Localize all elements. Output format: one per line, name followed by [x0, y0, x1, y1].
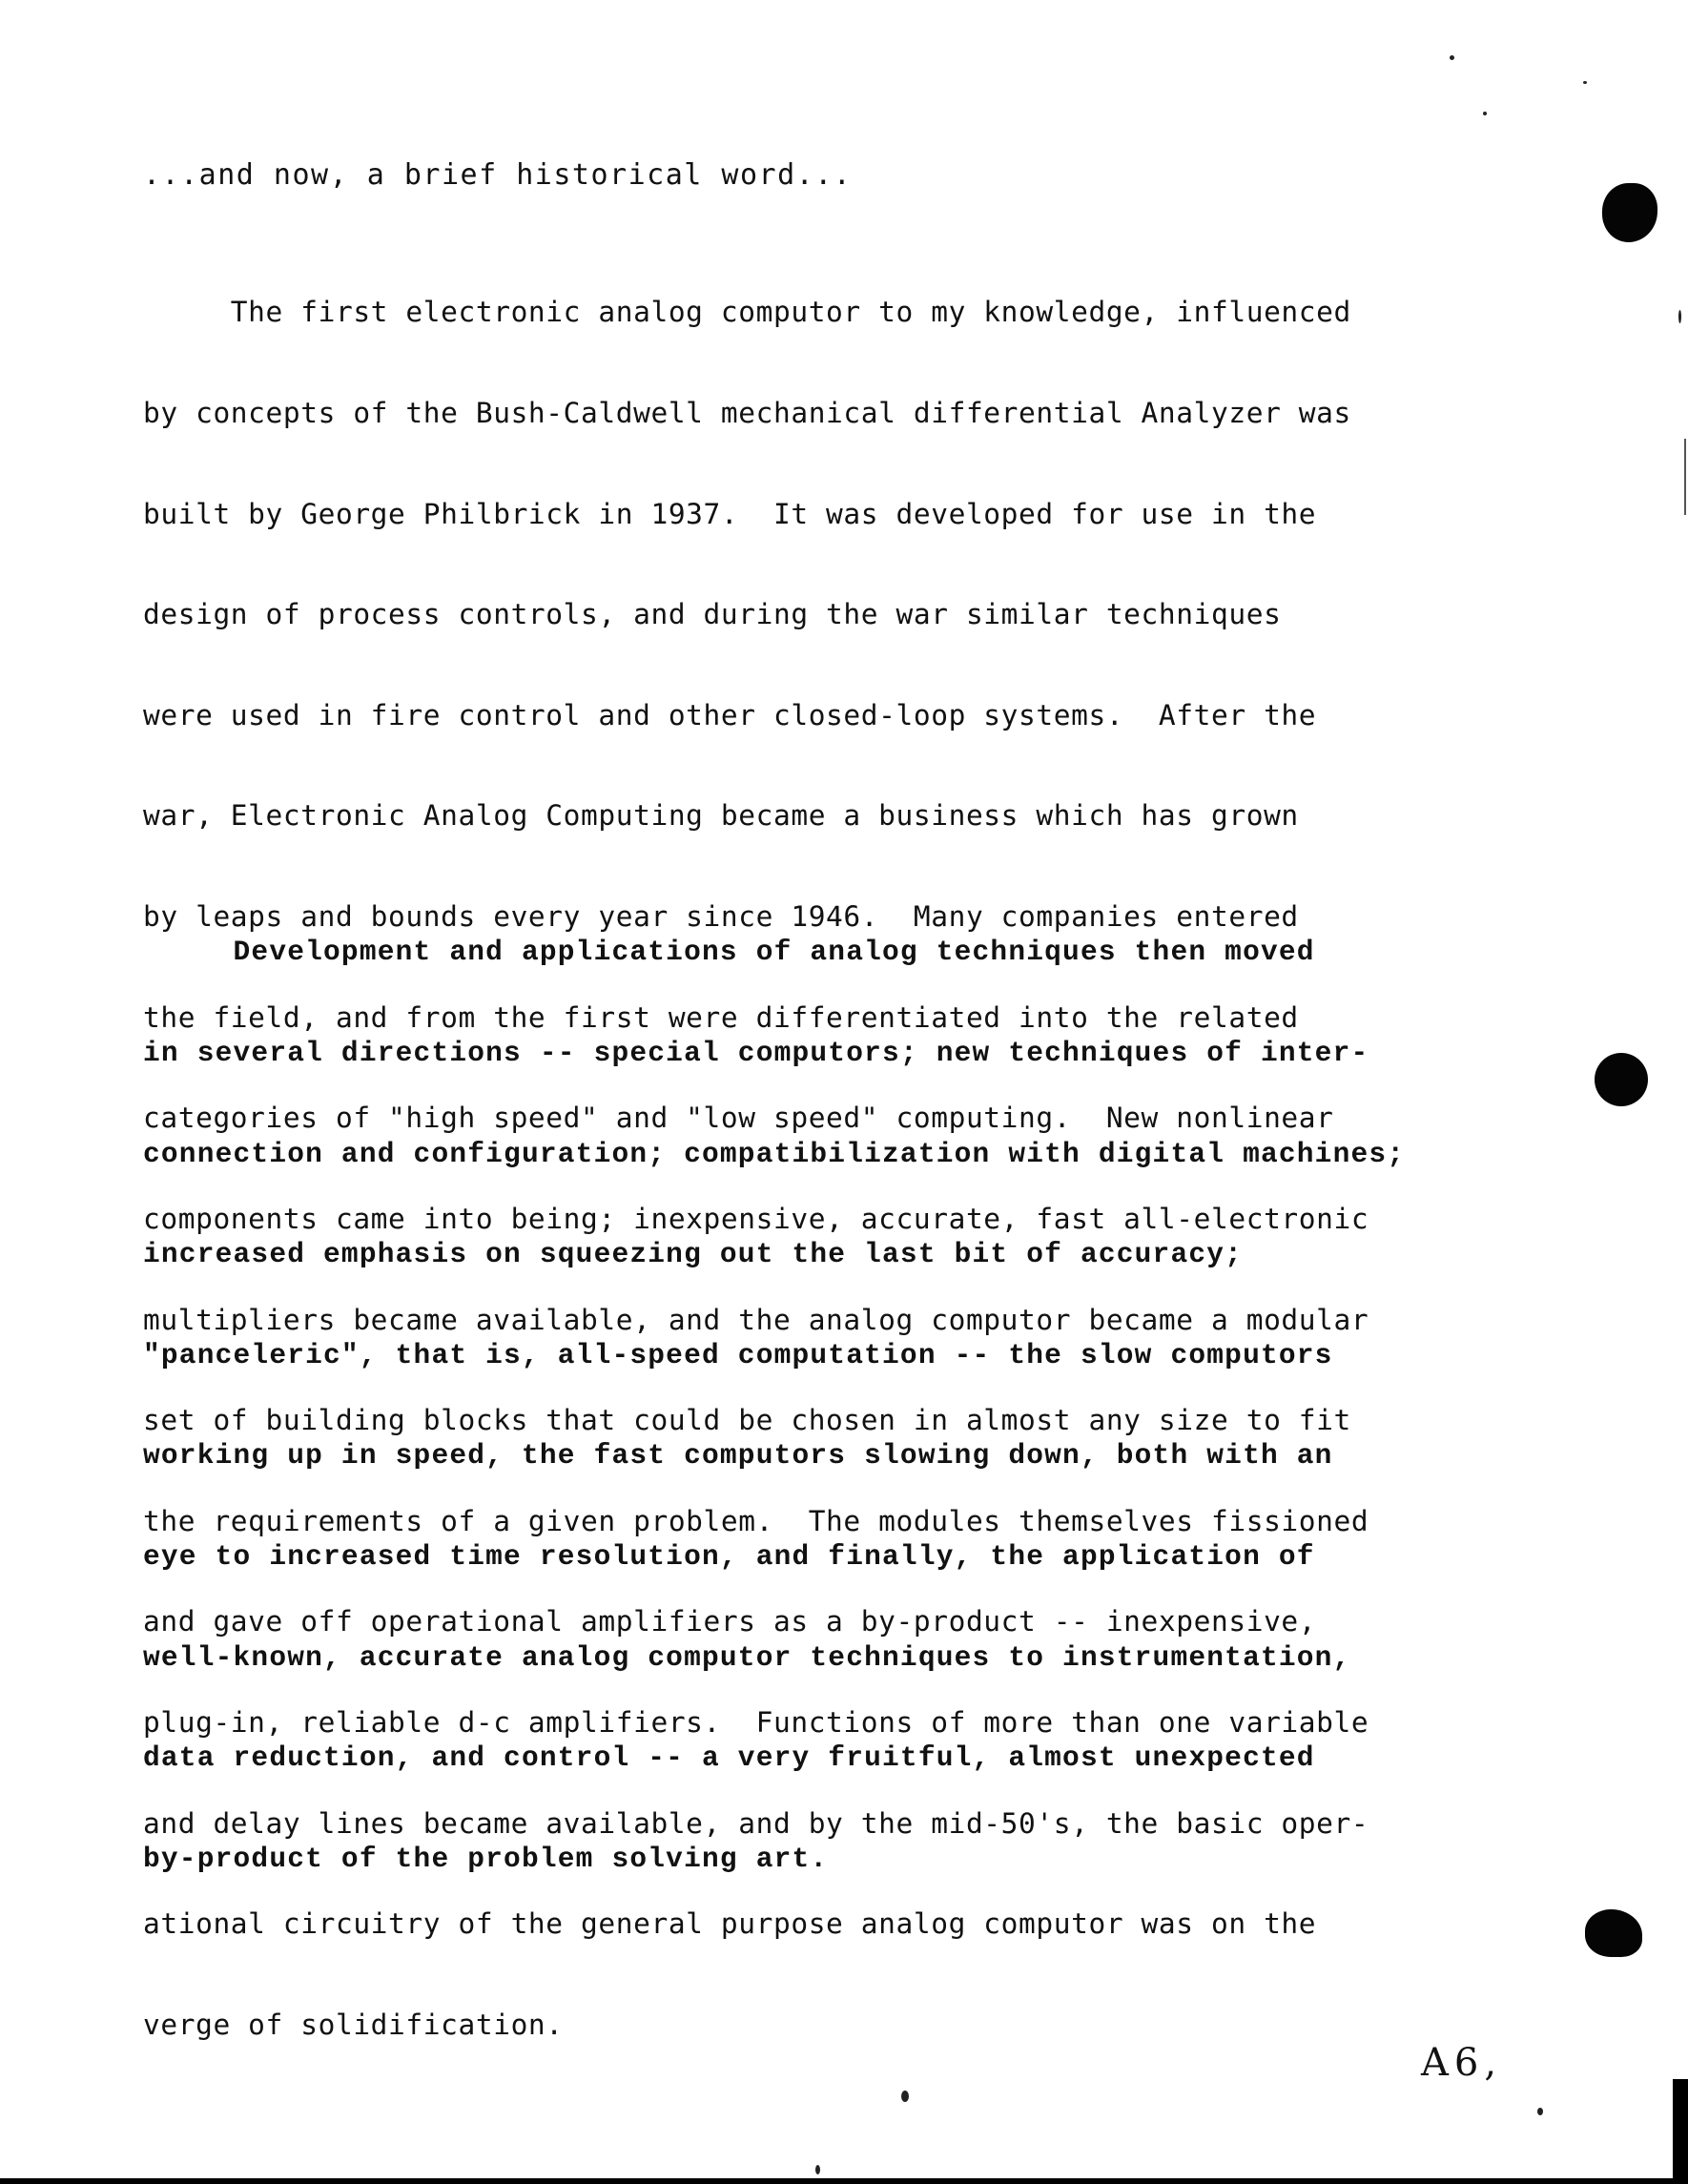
text-line: by-product of the problem solving art. — [143, 1842, 829, 1875]
text-line: The first electronic analog computor to my knowledge, influenced — [143, 296, 1351, 329]
text-line: "panceleric", that is, all-speed computation -- the slow computors — [143, 1338, 1333, 1371]
text-line: plug-in, reliable d-c amplifiers. Functions of more than one variable — [143, 1705, 1369, 1739]
text-line: eye to increased time resolution, and finally, the application of — [143, 1540, 1315, 1574]
text-line: war, Electronic Analog Computing became a business which has grown — [143, 799, 1299, 833]
text-line: working up in speed, the fast computors slowing down, both with an — [143, 1439, 1333, 1473]
text-line: Development and applications of analog techniques then moved — [143, 936, 1315, 969]
text-line: and gave off operational amplifiers as a by-product -- inexpensive, — [143, 1605, 1317, 1638]
text-line: components came into being; inexpensive, accurate, fast all-electronic — [143, 1202, 1369, 1235]
text-line: set of building blocks that could be chosen in almost any size to fit — [143, 1404, 1351, 1437]
punch-hole-middle — [1595, 1053, 1648, 1106]
punch-hole-top — [1602, 183, 1657, 242]
heading: ...and now, a brief historical word... — [143, 158, 853, 192]
text-line: by concepts of the Bush-Caldwell mechanical differential Analyzer was — [143, 397, 1351, 430]
text-line: by leaps and bounds every year since 1946. Many companies entered — [143, 900, 1299, 934]
text-line: data reduction, and control -- a very fruitful, almost unexpected — [143, 1741, 1315, 1775]
text-line: were used in fire control and other closed-loop systems. After the — [143, 698, 1317, 731]
text-line: design of process controls, and during the war similar techniques — [143, 598, 1282, 631]
text-line: verge of solidification. — [143, 2008, 564, 2041]
page-number: A6, — [1421, 2041, 1503, 2085]
text-line: in several directions -- special computors; new techniques of inter- — [143, 1037, 1369, 1070]
text-line: increased emphasis on squeezing out the last bit of accuracy; — [143, 1238, 1244, 1271]
text-line: the requirements of a given problem. The modules themselves fissioned — [143, 1504, 1369, 1537]
text-line: multipliers became available, and the analog computor became a modular — [143, 1303, 1369, 1336]
scan-edge-right — [1673, 2079, 1688, 2178]
text-line: ational circuitry of the general purpose analog computor was on the — [143, 1907, 1317, 1941]
punch-hole-bottom — [1585, 1909, 1642, 1957]
scan-speck — [1483, 112, 1487, 115]
scan-speck — [901, 2091, 909, 2102]
scan-speck — [1583, 81, 1587, 84]
scan-speck — [1537, 2108, 1543, 2115]
scan-speck — [1678, 310, 1681, 323]
scan-edge-mark — [1684, 439, 1686, 515]
scan-edge-bottom — [0, 2178, 1688, 2184]
paragraph-development — [143, 869, 1405, 1944]
text-line: well-known, accurate analog computor techniques to instrumentation, — [143, 1640, 1351, 1674]
text-line: built by George Philbrick in 1937. It was developed for use in the — [143, 497, 1317, 530]
text-line: the field, and from the first were differentiated into the related — [143, 1000, 1299, 1034]
text-line: categories of "high speed" and "low speed" computing. New nonlinear — [143, 1102, 1334, 1135]
text-line: connection and configuration; compatibilization with digital machines; — [143, 1137, 1406, 1170]
scan-speck — [1450, 55, 1454, 60]
scan-speck — [815, 2165, 820, 2174]
text-line: and delay lines became available, and by the mid-50's, the basic oper- — [143, 1806, 1369, 1840]
